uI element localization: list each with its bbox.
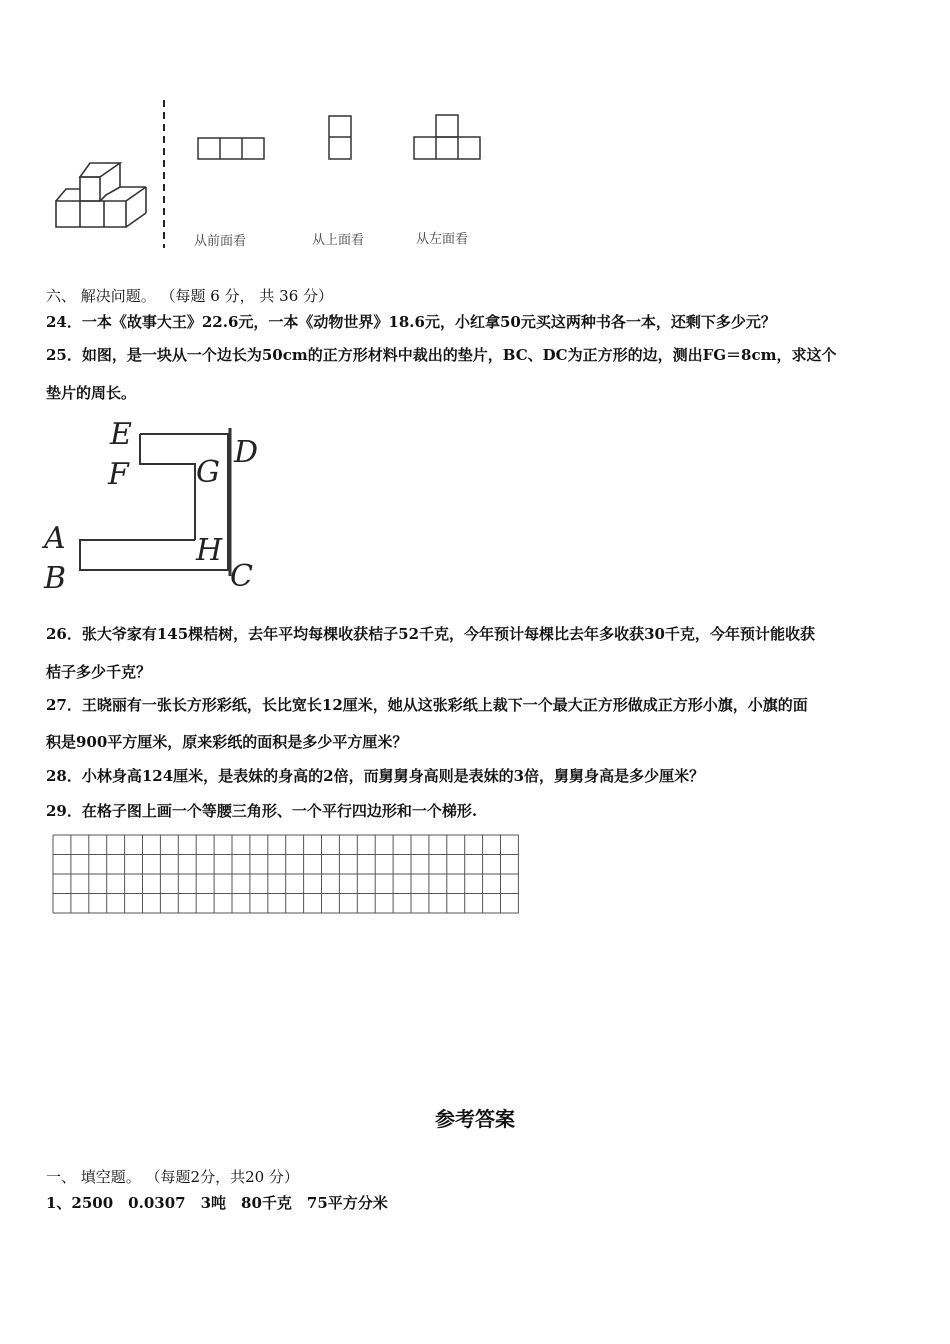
- question-29: 29．在格子图上画一个等腰三角形、一个平行四边形和一个梯形.: [46, 802, 478, 820]
- top-view-figure: [328, 115, 354, 161]
- question-24: 24．一本《故事大王》22.6元，一本《动物世界》18.6元，小红拿50元买这两种书各一本，还剩下多少元？: [46, 313, 776, 331]
- question-25-line2: 垫片的周长。: [46, 384, 137, 402]
- front-view-figure: [197, 137, 267, 162]
- dashed-divider: [160, 100, 168, 248]
- question-27-line1: 27．王晓丽有一张长方形彩纸，长比宽长12厘米，她从这张彩纸上裁下一个最大正方形做成正方形小旗，小旗的面: [46, 696, 808, 714]
- label-E: E: [110, 417, 132, 452]
- label-F: F: [108, 457, 129, 492]
- question-26-line1: 26．张大爷家有145棵桔树，去年平均每棵收获桔子52千克，今年预计每棵比去年多收获30千克，今年预计能收获: [46, 625, 815, 643]
- section-6-heading: 六、 解决问题。 （每题 6 分， 共 36 分）: [46, 287, 334, 305]
- label-H: H: [196, 533, 223, 568]
- label-C: C: [230, 559, 253, 594]
- drawing-grid[interactable]: [52, 834, 520, 916]
- gasket-figure: [40, 408, 280, 598]
- question-27-line2: 积是900平方厘米，原来彩纸的面积是多少平方厘米？: [46, 733, 408, 751]
- answer-key-title: 参考答案: [435, 1107, 515, 1131]
- label-G: G: [196, 455, 220, 490]
- question-28: 28．小林身高124厘米，是表妹的身高的2倍，而舅舅身高则是表妹的3倍，舅舅身高是多少厘米？: [46, 767, 705, 785]
- left-view-label: 从左面看: [416, 232, 469, 247]
- label-D: D: [234, 435, 259, 470]
- label-A: A: [44, 521, 66, 556]
- answer-1: 1、2500 0.0307 3吨 80千克 75平方分米: [46, 1194, 388, 1212]
- question-26-line2: 桔子多少千克？: [46, 663, 152, 681]
- front-view-label: 从前面看: [194, 234, 247, 249]
- answer-section-1-heading: 一、 填空题。 （每题2分，共20 分）: [46, 1168, 299, 1186]
- left-view-figure: [413, 114, 485, 162]
- question-25-line1: 25．如图，是一块从一个边长为50cm的正方形材料中裁出的垫片，BC、DC为正方形的边，测出FG＝8cm，求这个: [46, 346, 837, 364]
- cube-stack-figure: [50, 155, 150, 230]
- top-view-label: 从上面看: [312, 233, 365, 248]
- label-B: B: [44, 561, 67, 596]
